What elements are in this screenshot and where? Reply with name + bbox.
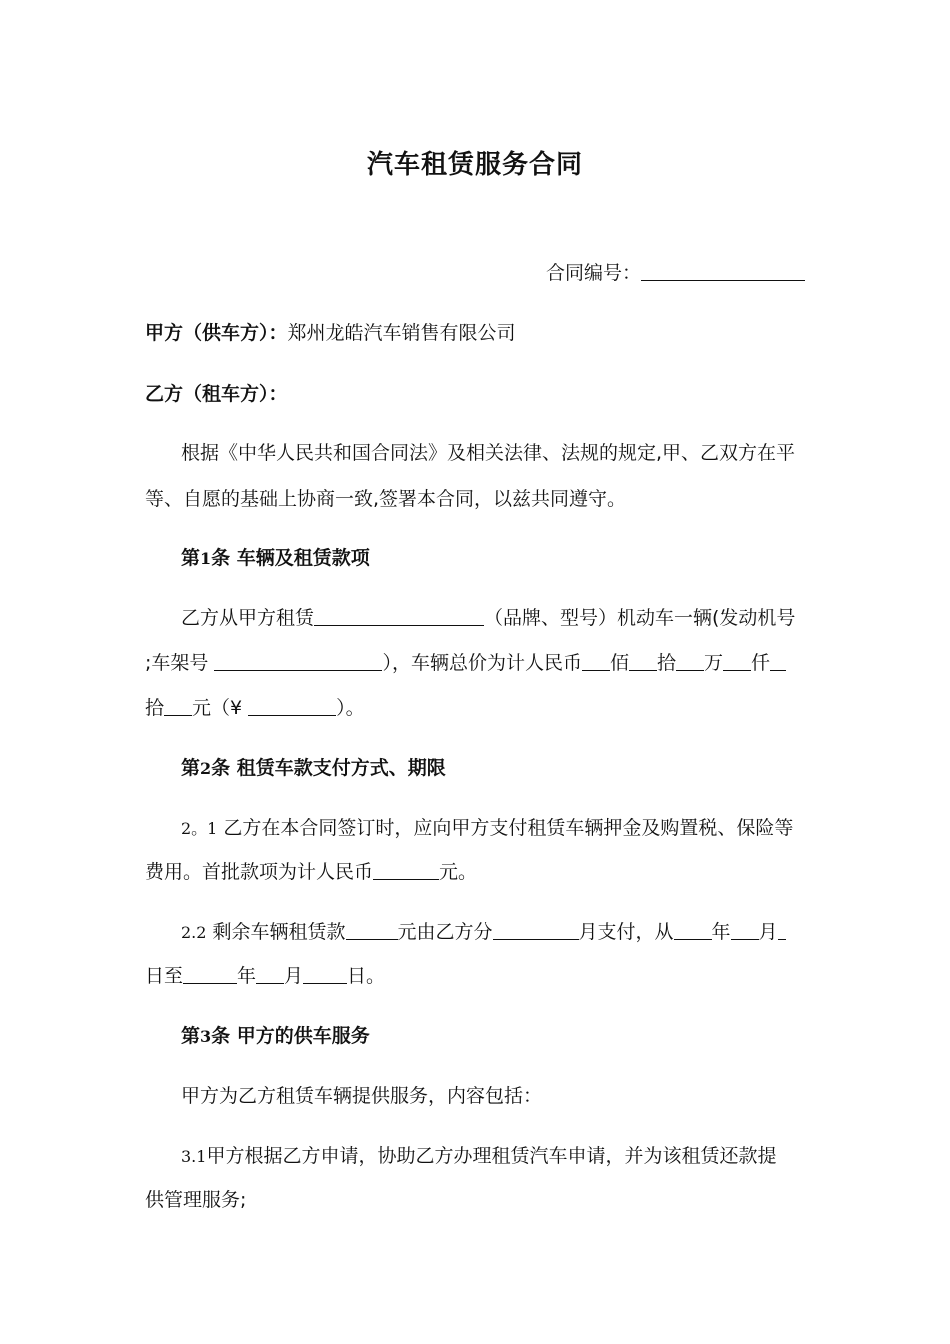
article-title: 条 车辆及租赁款项 (211, 547, 370, 569)
text-segment: 月 (284, 965, 304, 987)
text-segment: 年 (711, 921, 731, 943)
article-2-heading (181, 755, 446, 782)
year-blank[interactable] (674, 919, 712, 940)
article-3-heading (181, 1023, 370, 1050)
end-year-blank[interactable] (183, 963, 237, 984)
contract-number-label: 合同编号： (545, 262, 641, 284)
text-segment: 剩余车辆租赁款 (206, 921, 346, 943)
text-segment: ;车架号 (145, 652, 215, 674)
text-segment: 仟 (751, 652, 771, 674)
text-segment: 月支付，从 (578, 921, 674, 943)
text-segment: 元。 (439, 861, 478, 883)
text-segment: 乙方在本合同签订时，应向甲方支付租赁车辆押金及购置税、保险等 (217, 817, 794, 839)
article-prefix: 第 (181, 547, 201, 569)
clause-number: 2。1 (181, 819, 218, 838)
article-1-line-1 (181, 605, 795, 631)
text-segment: 年 (237, 965, 257, 987)
text-segment: ），车辆总价为计人民币 (382, 652, 582, 674)
month-blank[interactable] (731, 919, 759, 940)
clause-3-1-line-1 (181, 1143, 776, 1170)
clause-3-1-line-2: 供管理服务; (145, 1189, 247, 1211)
contract-number-row (546, 260, 805, 286)
text-segment: 佰 (609, 652, 629, 674)
party-b-label: 乙方（租车方）： (145, 383, 288, 405)
day-blank[interactable] (778, 919, 786, 940)
text-segment: 费用。首批款项为计人民币 (145, 861, 374, 883)
document-title: 汽车租赁服务合同 (366, 150, 583, 180)
intro-line-2: 等、自愿的基础上协商一致,签署本合同，以兹共同遵守。 (145, 488, 627, 510)
text-segment: 日。 (347, 965, 386, 987)
brand-model-blank[interactable] (314, 605, 484, 626)
article-number: 2 (200, 759, 212, 778)
article-title: 条 租赁车款支付方式、期限 (211, 757, 446, 779)
amount-blank[interactable] (676, 650, 704, 671)
remaining-amount-blank[interactable] (346, 919, 398, 940)
article-1-heading (181, 545, 370, 572)
amount-blank[interactable] (629, 650, 657, 671)
amount-blank[interactable] (164, 695, 192, 716)
text-segment: 拾 (656, 652, 676, 674)
article-number: 1 (200, 549, 212, 568)
yuan-amount-blank[interactable] (248, 695, 336, 716)
text-segment: 甲方根据乙方申请，协助乙方办理租赁汽车申请，并为该租赁还款提 (206, 1145, 777, 1167)
party-a-row (145, 320, 516, 346)
first-payment-blank[interactable] (373, 859, 439, 880)
article-prefix: 第 (181, 1025, 201, 1047)
text-segment: 乙方从甲方租赁 (181, 607, 315, 629)
amount-blank[interactable] (723, 650, 751, 671)
amount-blank[interactable] (770, 650, 786, 671)
end-month-blank[interactable] (256, 963, 284, 984)
clause-number: 2.2 (181, 923, 207, 942)
article-title: 条 甲方的供车服务 (211, 1025, 370, 1047)
article-prefix: 第 (181, 757, 201, 779)
clause-2-2-line-1 (181, 919, 786, 946)
intro-line-1: 根据《中华人民共和国合同法》及相关法律、法规的规定,甲、乙双方在平 (181, 442, 796, 464)
party-a-name: 郑州龙皓汽车销售有限公司 (287, 322, 516, 344)
text-segment: 月 (758, 921, 778, 943)
text-segment: 万 (704, 652, 724, 674)
contract-number-blank[interactable] (641, 260, 805, 281)
article-number: 3 (200, 1027, 212, 1046)
text-segment: 拾 (145, 697, 165, 719)
months-blank[interactable] (493, 919, 579, 940)
party-a-label: 甲方（供车方）： (145, 322, 288, 344)
clause-2-2-line-2 (145, 963, 385, 989)
end-day-blank[interactable] (303, 963, 347, 984)
frame-number-blank[interactable] (214, 650, 382, 671)
article-1-line-3 (145, 695, 365, 721)
text-segment: 日至 (145, 965, 184, 987)
clause-2-1-line-1 (181, 815, 793, 842)
clause-number: 3.1 (181, 1147, 207, 1166)
amount-blank[interactable] (582, 650, 610, 671)
text-segment: 元（¥ (192, 697, 249, 719)
clause-2-1-line-2 (145, 859, 477, 885)
article-1-line-2 (145, 650, 786, 676)
text-segment: ）。 (336, 697, 365, 719)
text-segment: 元由乙方分 (397, 921, 493, 943)
article-3-intro: 甲方为乙方租赁车辆提供服务，内容包括： (181, 1085, 543, 1107)
text-segment: （品牌、型号）机动车一辆(发动机号 (484, 607, 796, 629)
